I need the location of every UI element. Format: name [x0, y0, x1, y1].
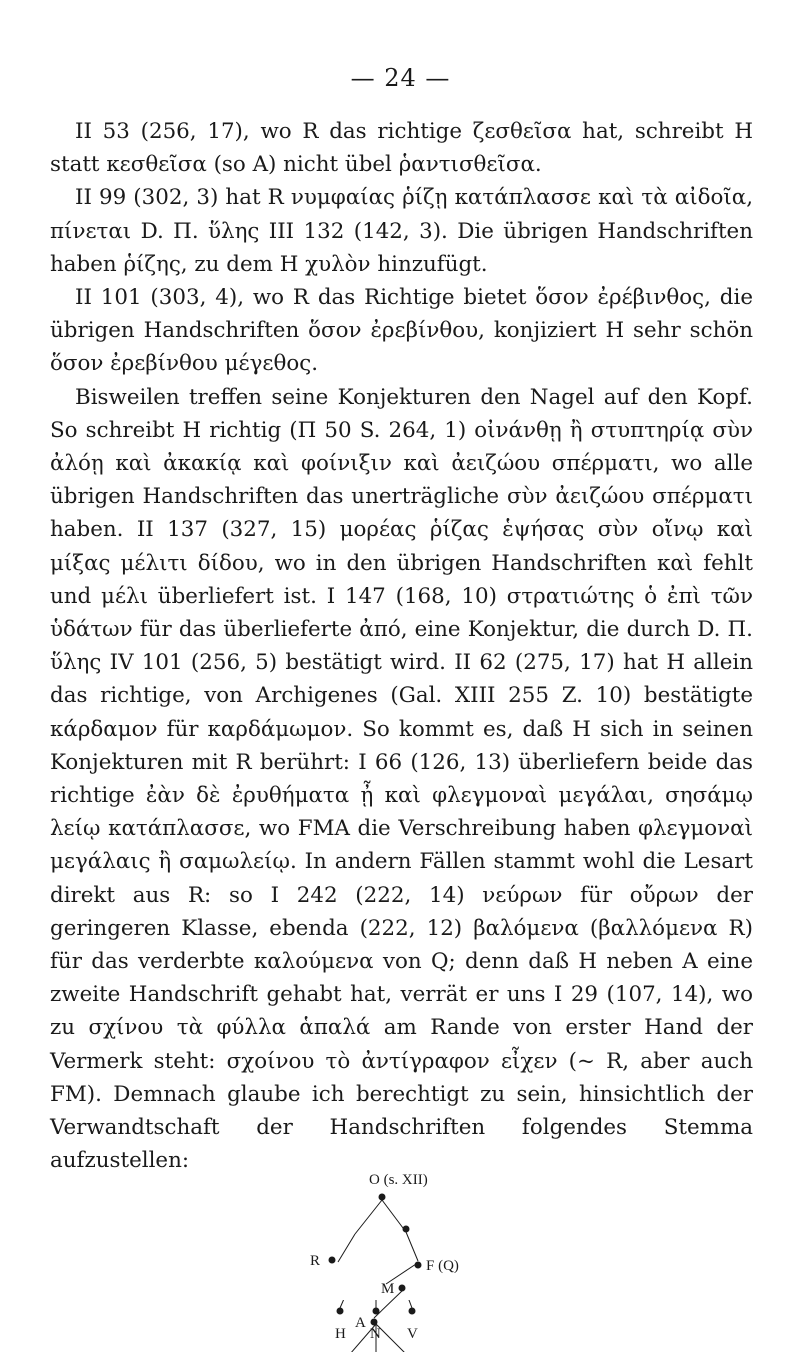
node-v-label: V	[407, 1326, 418, 1342]
paragraph-1: II 53 (256, 17), wo R das richtige ζεσθεῖσα hat, schreibt H statt κεσθεῖσα (so A) nicht übel ῥαντισθεῖσα.	[50, 119, 753, 178]
node-f-label: F (Q)	[426, 1258, 459, 1274]
node-m-dot	[399, 1285, 406, 1292]
node-o-dot	[379, 1194, 386, 1201]
node-y-dot	[403, 1226, 410, 1233]
text-body	[50, 115, 753, 1178]
node-m-label: M	[381, 1281, 395, 1297]
node-o-label: O (s. XII)	[369, 1172, 428, 1188]
paragraph-3: II 101 (303, 4), wo R das Richtige bietet ὅσον ἐρέβινθος, die übrigen Handschriften ὅσον ἐρεβίνθου, konjiziert H sehr schön ὅσον ἐρεβίνθου μέγεθος.	[50, 285, 753, 377]
node-r-label: R	[310, 1253, 321, 1269]
node-r-dot	[329, 1257, 336, 1264]
node-a-label: A	[355, 1315, 366, 1331]
edge-x-r	[338, 1234, 355, 1262]
stemma-bottom-row	[310, 1300, 530, 1350]
node-n-dot	[373, 1308, 380, 1315]
node-h-label: H	[335, 1326, 346, 1342]
node-f-dot	[415, 1262, 422, 1269]
node-v-dot	[409, 1308, 416, 1315]
node-h-dot	[337, 1308, 344, 1315]
edge-a-h-lower	[340, 1300, 354, 1308]
node-n-label: N	[370, 1326, 381, 1342]
edge-o-y	[382, 1200, 406, 1232]
edge-y-f	[406, 1232, 418, 1261]
edge-o-x	[355, 1200, 382, 1234]
paragraph-2: II 99 (302, 3) hat R νυμφαίας ῥίζῃ κατάπλασσε καὶ τὰ αἰδοῖα, πίνεται D. Π. ὕλης III 132 (142, 3). Die übrigen Handschriften haben ῥίζης, zu dem H χυλὸν hinzufügt.	[50, 185, 753, 277]
page-number: — 24 —	[350, 64, 451, 92]
paragraph-4: Bisweilen treffen seine Konjekturen den Nagel auf den Kopf. So schreibt H richtig (Π 50 S. 264, 1) οἰνάνθῃ ἢ στυπτηρίᾳ σὺν ἀλόῃ καὶ ἀκακίᾳ καὶ φοίνιξιν καὶ ἀειζώου σπέρματι, wo alle übrigen Handschriften das unerträgliche σὺν ἀειζώου σπέρματι haben. II 137 (327, 15) μορέας ῥίζας ἑψήσας σὺν οἴνῳ καὶ μίξας μέλιτι δίδου, wo in den übrigen Handschriften καὶ fehlt und μέλι überliefert ist. I 147 (168, 10) στρατιώτης ὁ ἐπὶ τῶν ὑδάτων für das überlieferte ἀπό, eine Konjektur, die durch D. Π. ὕλης IV 101 (256, 5) bestätigt wird. II 62 (275, 17) hat H allein das richtige, von Archigenes (Gal. XIII 255 Z. 10) bestätigte κάρδαμον für καρδάμωμον. So kommt es, daß H sich in seinen Konjekturen mit R berührt: I 66 (126, 13) überliefern beide das richtige ἐὰν δὲ ἐρυθήματα ᾖ καὶ φλεγμοναὶ μεγάλαι, σησάμῳ λείῳ κατάπλασσε, wo FMA die Verschreibung haben φλεγμοναὶ μεγάλαις ἢ σαμωλείῳ. In andern Fällen stammt wohl die Lesart direkt aus R: so I 242 (222, 14) νεύρων für οὔρων der geringeren Klasse, ebenda (222, 12) βαλόμενα (βαλλόμενα R) für das verderbte καλούμενα von Q; denn daß H neben A eine zweite Handschrift gehabt hat, verrät er uns I 29 (107, 14), wo zu σχίνου τὰ φύλλα ἁπαλά am Rande von erster Hand der Vermerk steht: σχοίνου τὸ ἀντίγραφον εἶχεν (~ R, aber auch FM). Demnach glaube ich berechtigt zu sein, hinsichtlich der Verwandtschaft der Handschriften folgendes Stemma aufzustellen:	[50, 384, 753, 1174]
edge-a-v-lower	[400, 1300, 412, 1308]
